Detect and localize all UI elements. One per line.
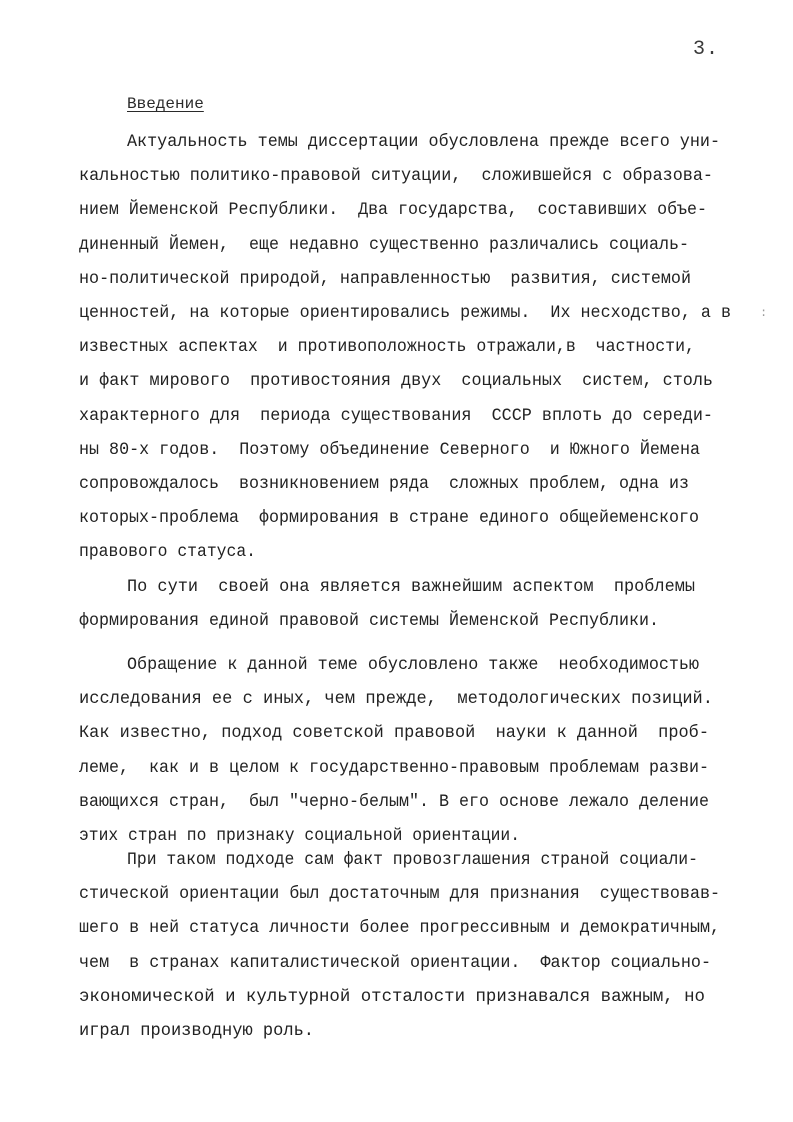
paragraph-1-line: известных аспектах и противоположность отражали,в частности, — [79, 338, 695, 358]
paragraph-1-line: характерного для периода существования СССР вплоть до середи- — [79, 406, 713, 426]
paragraph-1-line: сопровождалось возникновением ряда сложных проблем, одна из — [79, 475, 689, 494]
paragraph-3-line: Обращение к данной теме обусловлено также необходимостью — [127, 656, 699, 675]
paragraph-4-line: стической ориентации был достаточным для признания существовав- — [79, 885, 720, 905]
paragraph-1-line: но-политической природой, направленностью развития, системой — [79, 269, 691, 289]
paragraph-1-line: и факт мирового противостояния двух социальных систем, столь — [79, 372, 713, 392]
paragraph-4-line: чем в странах капиталистической ориентации. Фактор социально- — [79, 953, 711, 973]
paragraph-1-line: ны 80-х годов. Поэтому объединение Северного и Южного Йемена — [79, 440, 700, 460]
paragraph-1-line: диненный Йемен, еще недавно существенно различались социаль- — [79, 235, 689, 255]
paragraph-3-line: вающихся стран, был "черно-белым". В его основе лежало деление — [79, 792, 709, 812]
paragraph-3-line: Как известно, подход советской правовой науки к данной проб- — [79, 724, 709, 744]
paragraph-4-line: При таком подходе сам факт провозглашения страной социали- — [127, 851, 698, 870]
paragraph-4-line: экономической и культурной отсталости признавался важным, но — [79, 987, 705, 1007]
paragraph-1-line: Актуальность темы диссертации обусловлена прежде всего уни- — [127, 133, 720, 152]
section-heading: Введение — [127, 95, 204, 113]
paragraph-1-line: которых-проблема формирования в стране единого общейеменского — [79, 509, 699, 529]
paragraph-4-line: играл производную роль. — [79, 1022, 314, 1041]
paragraph-2-line: По сути своей она является важнейшим аспектом проблемы — [127, 578, 695, 597]
page-number: 3. — [693, 38, 720, 61]
paragraph-1-line: ценностей, на которые ориентировались режимы. Их несходство, а в — [79, 304, 731, 323]
paragraph-3-line: исследования ее с иных, чем прежде, методологических позиций. — [79, 690, 713, 710]
paragraph-4-line: шего в ней статуса личности более прогрессивным и демократичным, — [79, 919, 720, 939]
paragraph-1-line: кальностью политико-правовой ситуации, сложившейся с образова- — [79, 167, 713, 187]
paragraph-3-line: леме, как и в целом к государственно-правовым проблемам разви- — [79, 758, 709, 778]
margin-mark: : — [760, 306, 768, 320]
paragraph-2-line: формирования единой правовой системы Йеменской Республики. — [79, 612, 659, 632]
paragraph-1-line: нием Йеменской Республики. Два государства, составивших объе- — [79, 201, 707, 221]
paragraph-1-line: правового статуса. — [79, 543, 256, 563]
paragraph-3-line: этих стран по признаку социальной ориентации. — [79, 827, 520, 846]
